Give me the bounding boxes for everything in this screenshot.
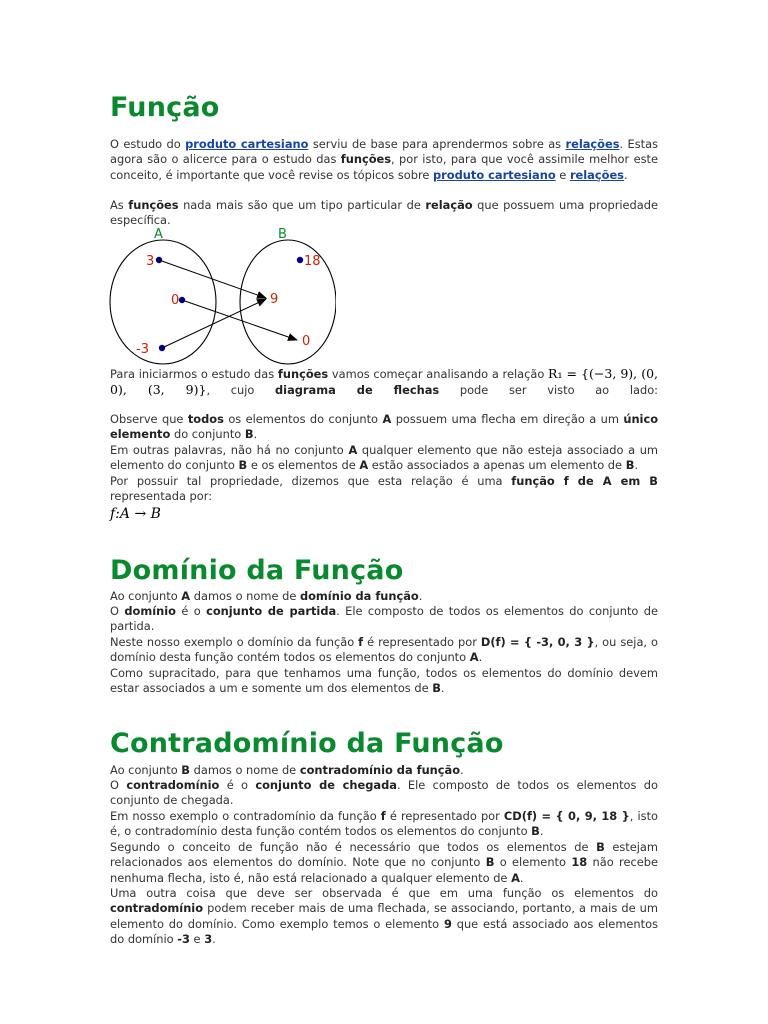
paragraph-contradominio-flechada: Uma outra coisa que deve ser observada é que em uma função os elementos do contradomínio podem receber mais de uma flechada, se associando, portanto, a mais de um elemento do domínio. Como exemplo temos o elemento 9 que está associado aos elementos do domínio -3 e 3. (110, 886, 659, 946)
link-relacoes-2[interactable]: relações (569, 167, 624, 182)
paragraph-contradominio-chegada: O contradomínio é o conjunto de chegada. Ele composto de todos os elementos do conjunto de chegada. (110, 778, 658, 808)
paragraph-dominio-partida: O domínio é o conjunto de partida. Ele composto de todos os elementos do conjunto de partida. (110, 604, 658, 634)
arrow-0-to-0 (182, 300, 297, 340)
paragraph-contradominio-conceito: Segundo o conceito de função não é necessário que todos os elementos de B estejam relacionados aos elementos do domínio. Note que no conjunto B o elemento 18 não recebe nenhuma flecha, isto é, não está relacionado a qualquer elemento de A. (110, 840, 658, 885)
paragraph-intro: O estudo do produto cartesiano serviu de base para aprendermos sobre as relações. Estas agora são o alicerce para o estudo das funções, por isto, para que você assimile melhor este conceito, é importante que você revise os tópicos sobre produto cartesiano e relações. (110, 137, 659, 182)
element-a-3: 3 (146, 254, 155, 269)
formula-r1: R₁ = {(−3, 9), (0, 0), (3, 9)} (110, 366, 659, 398)
point-b-18 (297, 257, 303, 263)
arrow-diagram (106, 226, 336, 366)
paragraph-funcoes-definition: As funções nada mais são que um tipo particular de relação que possuem uma propriedade específica. (110, 198, 659, 228)
element-a-0: 0 (171, 293, 180, 308)
heading-dominio: Domínio da Função (110, 555, 404, 586)
element-b-18: 18 (304, 254, 321, 269)
paragraph-dominio-nome: Ao conjunto A damos o nome de domínio da função. (110, 589, 423, 603)
link-relacoes[interactable]: relações (565, 137, 620, 151)
heading-contradominio: Contradomínio da Função (110, 728, 504, 759)
heading-funcao: Função (110, 92, 220, 123)
paragraph-observe: Observe que todos os elementos do conjunto A possuem uma flecha em direção a um único elemento do conjunto B. (110, 412, 659, 442)
paragraph-relation-r1: Para iniciarmos o estudo das funções vamos começar analisando a relação R₁ = {(−3, 9), (0, 0), (3, 9)}, cujo diagrama de flechas pode ser visto ao lado: (110, 366, 659, 398)
paragraph-outras-palavras: Em outras palavras, não há no conjunto A qualquer elemento que não esteja associado a um elemento do conjunto B e os elementos de A estão associados a apenas um elemento de B. (110, 443, 659, 473)
paragraph-propriedade: Por possuir tal propriedade, dizemos que esta relação é uma função f de A em B representada por: (110, 474, 658, 504)
paragraph-contradominio-nome: Ao conjunto B damos o nome de contradomínio da função. (110, 763, 464, 777)
set-a-label: A (154, 227, 163, 242)
function-notation: f:A → B (110, 506, 161, 522)
element-b-9: 9 (270, 292, 279, 307)
link-produto-cartesiano-2[interactable]: produto cartesiano (433, 167, 556, 182)
paragraph-contradominio-exemplo: Em nosso exemplo o contradomínio da função f é representado por CD(f) = { 0, 9, 18 }, isto é, o contradomínio desta função contém todos os elementos do conjunto B. (110, 809, 659, 839)
paragraph-dominio-supracitado: Como supracitado, para que tenhamos uma função, todos os elementos do domínio devem estar associados a um e somente um dos elementos de B. (110, 666, 658, 696)
element-b-0: 0 (302, 334, 311, 349)
set-b-ellipse (240, 240, 336, 364)
link-produto-cartesiano[interactable]: produto cartesiano (185, 137, 309, 151)
paragraph-dominio-exemplo: Neste nosso exemplo o domínio da função f é representado por D(f) = { -3, 0, 3 }, ou seja, o domínio desta função contém todos os elementos do conjunto A. (110, 635, 659, 665)
set-b-label: B (278, 227, 287, 242)
element-a-minus3: -3 (136, 342, 149, 357)
